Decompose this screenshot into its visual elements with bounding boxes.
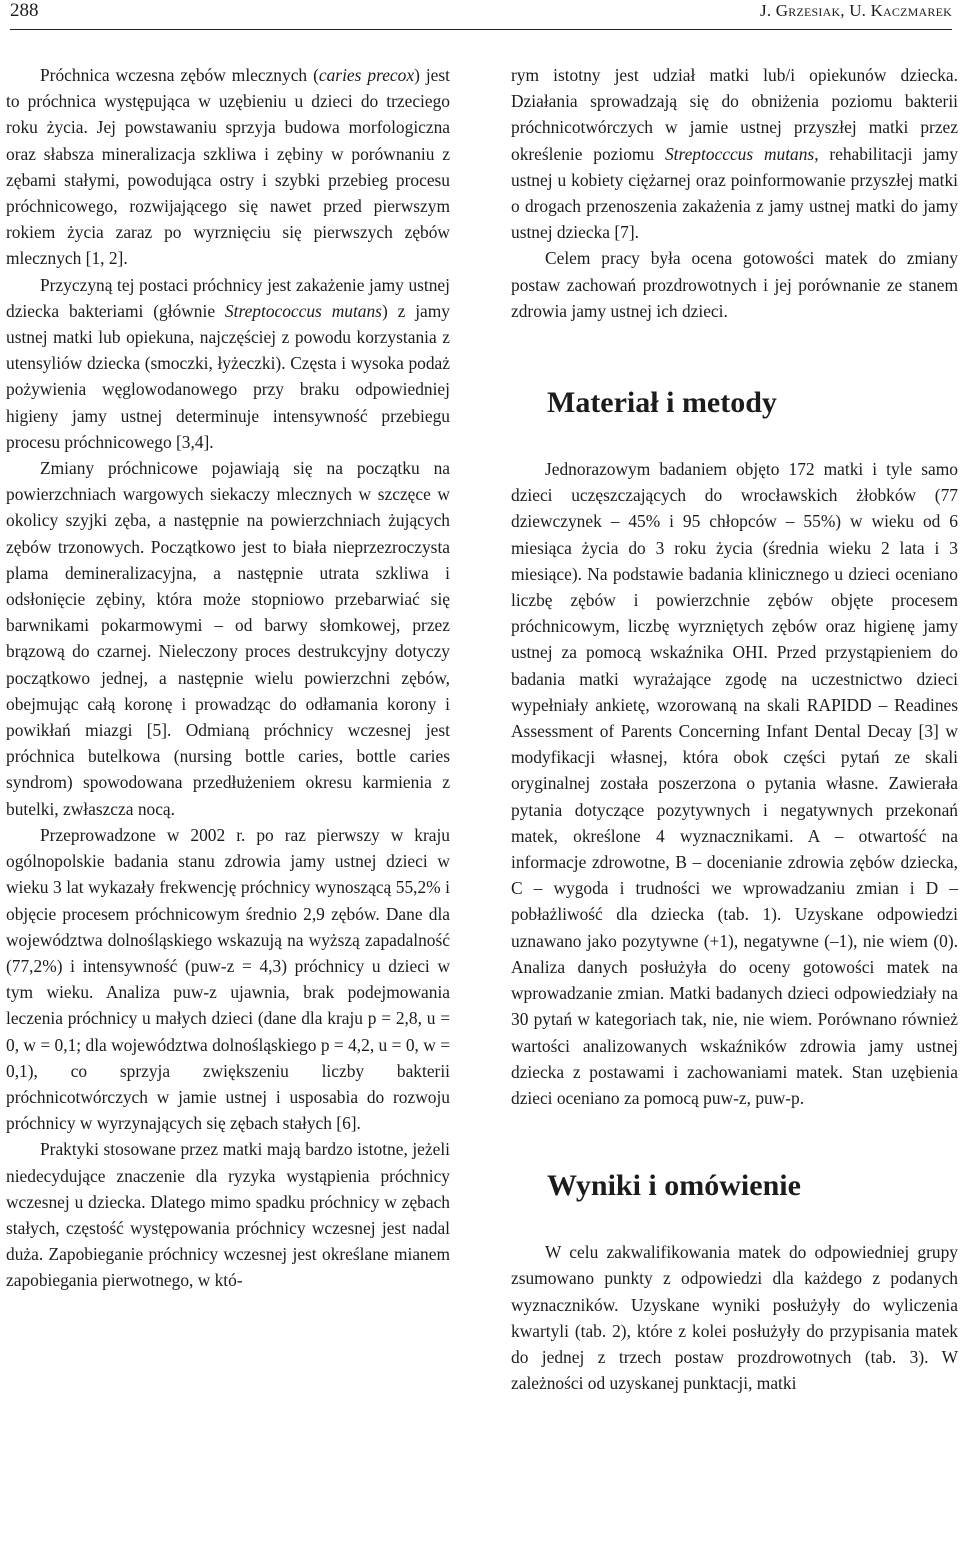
- survey-paragraph: Przeprowadzone w 2002 r. po raz pierwszy w kraju ogólnopolskie badania stanu zdrowia jamy ustnej dzieci w wieku 3 lat wykazały frekwencję próchnicy wynoszącą 55,2% i objęcie procesem próchnicowym średnio 2,9 zębów. Dane dla województwa dolnośląskiego wskazują na wyższą zapadalność (77,2%) i intensywność (puw-z = 4,3) próchnicy u dzieci w tym wieku. Analiza puw-z ujawnia, brak podejmowania leczenia próchnicy u małych dzieci (dane dla kraju p = 2,8, u = 0, w = 0,1; dla województwa dolnośląskiego p = 4,2, u = 0, w = 0,1), co sprzyja zwiększeniu liczby bakterii próchnicotwórczych w jamie ustnej i usposabia do rozwoju próchnicy w wyrzynających się zębach stałych [6].: [6, 824, 450, 1134]
- continuation-paragraph: rym istotny jest udział matki lub/i opiekunów dziecka. Działania sprowadzają się do obniżenia poziomu bakterii próchnicotwórczych w jamie ustnej przyszłej matki przez określenie poziomu Streptocccus mutans, rehabilitacji jamy ustnej u kobiety ciężarnej oraz poinformowanie przyszłej matki o drogach przenoszenia zakażenia z jamy ustnej matki do jamy ustnej dziecka [7].: [511, 65, 958, 243]
- section-heading-results: Wyniki i omówienie: [547, 1169, 801, 1203]
- section-heading-methods: Materiał i metody: [547, 386, 777, 420]
- left-column: [6, 62, 450, 1294]
- aim-paragraph: Celem pracy była ocena gotowości matek do zmiany postaw zachowań prozdrowotnych i jej porównanie ze stanem zdrowia jamy ustnej ich dzieci.: [511, 248, 958, 321]
- page-number: 288: [10, 0, 39, 21]
- right-column: [511, 62, 958, 1396]
- intro-paragraph: Próchnica wczesna zębów mlecznych (caries precox) jest to próchnica występująca w uzębieniu u dzieci do trzeciego roku życia. Jej powstawaniu sprzyja budowa morfologiczna oraz słabsza mineralizacja szkliwa i zębiny w porównaniu z zębami stałymi, powodująca ostry i szybki przebieg procesu próchnicowego, rozwijającego się nawet przed pierwszym rokiem życia zaraz po wyrznięciu się pierwszych zębów mlecznych [1, 2].: [6, 65, 450, 269]
- methods-paragraph: Jednorazowym badaniem objęto 172 matki i tyle samo dzieci uczęszczających do wrocławskich żłobków (77 dziewczynek – 45% i 95 chłopców – 55%) w wieku od 6 miesiąca życia do 3 roku życia (średnia wieku 2 lata i 3 miesiące). Na podstawie badania klinicznego u dzieci oceniano liczbę zębów i powierzchnie zębów objęte procesem próchnicowym, liczbę wyrzniętych zębów oraz higienę jamy ustnej za pomocą wskaźnika OHI. Przed przystąpieniem do badania matki wyrażające zgodę na uczestnictwo dzieci wypełniały ankietę, wzorowaną na skali RAPIDD – Readines Assessment of Parents Concerning Infant Dental Decay [3] w modyfikacji własnej, która obok części pytań ze skali oryginalnej została poszerzona o pytania własne. Zawierała pytania dotyczące pozytywnych i negatywnych przekonań matek, określone 4 wyznacznikami. A – otwartość na informacje zdrowotne, B – docenianie zdrowia zębów dziecka, C – wygoda i trudności we wprowadzaniu zmian i D – pobłażliwość dla dziecka (tab. 1). Uzyskane odpowiedzi uznawano jako pozytywne (+1), negatywne (–1), nie wiem (0). Analiza danych posłużyła do oceny gotowości matek na wprowadzanie zmian. Matki badanych dzieci odpowiedziały na 30 pytań w kategoriach tak, nie, nie wiem. Porównano również wartości analizowanych wskaźników zdrowia jamy ustnej dziecka z postawami i zachowaniami matek. Stan uzębienia dzieci oceniano za pomocą puw-z, puw-p.: [511, 459, 958, 1108]
- species-name: Streptococcus mutans: [224, 300, 382, 321]
- practices-paragraph: Praktyki stosowane przez matki mają bardzo istotne, jeżeli niedecydujące znaczenie dla ryzyka wystąpienia próchnicy wczesnej u dziecka. Dlatego mimo spadku próchnicy w zębach stałych, częstość występowania próchnicy wczesnej jest nadal duża. Zapobieganie próchnicy wczesnej jest określane mianem zapobiegania pierwotnego, w któ-: [6, 1139, 450, 1291]
- page-header: [10, 0, 952, 30]
- results-paragraph: W celu zakwalifikowania matek do odpowiedniej grupy zsumowano punkty z odpowiedzi dla każdego z podanych wyznaczników. Uzyskane wyniki posłużyły do wyliczenia kwartyli (tab. 2), które z kolei posłużyły do przypisania matek do jednej z trzech postaw prozdrowotnych (tab. 3). W zależności od uzyskanej punktacji, matki: [511, 1242, 958, 1394]
- latin-term: caries precox: [318, 65, 415, 85]
- header-rule: [10, 29, 952, 30]
- species-name: Streptocccus mutans: [664, 143, 815, 164]
- lesions-paragraph: Zmiany próchnicowe pojawiają się na początku na powierzchniach wargowych siekaczy mlecznych w szczęce w okolicy szyjki zęba, a następnie na powierzchniach żujących zębów trzonowych. Początkowo jest to biała nieprzezroczysta plama demineralizacyjna, a następnie utrata szkliwa i odsłonięcie zębiny, która może stopniowo przebarwiać się barwnikami pokarmowymi – od barwy słomkowej, przez brązową do czarnej. Nieleczony proces destrukcyjny dotyczy początkowo jednej, a następnie wielu powierzchni zębów, obejmując całą koronę i prowadząc do odłamania korony i powikłań miazgi [5]. Odmianą próchnicy wczesnej jest próchnica butelkowa (nursing bottle caries, bottle caries syndrom) spowodowana przedłużeniem okresu karmienia z butelki, zwłaszcza nocą.: [6, 458, 450, 819]
- running-head-authors: J. Grzesiak, U. Kaczmarek: [760, 1, 952, 20]
- cause-paragraph: Przyczyną tej postaci próchnicy jest zakażenie jamy ustnej dziecka bakteriami (głównie Streptococcus mutans) z jamy ustnej matki lub opiekuna, najczęściej z powodu korzystania z utensyliów dziecka (smoczki, łyżeczki). Częsta i wysoka podaż pożywienia węglowodanowego przy braku odpowiedniej higieny jamy ustnej determinuje intensywność przebiegu procesu próchnicowego [3,4].: [6, 274, 450, 452]
